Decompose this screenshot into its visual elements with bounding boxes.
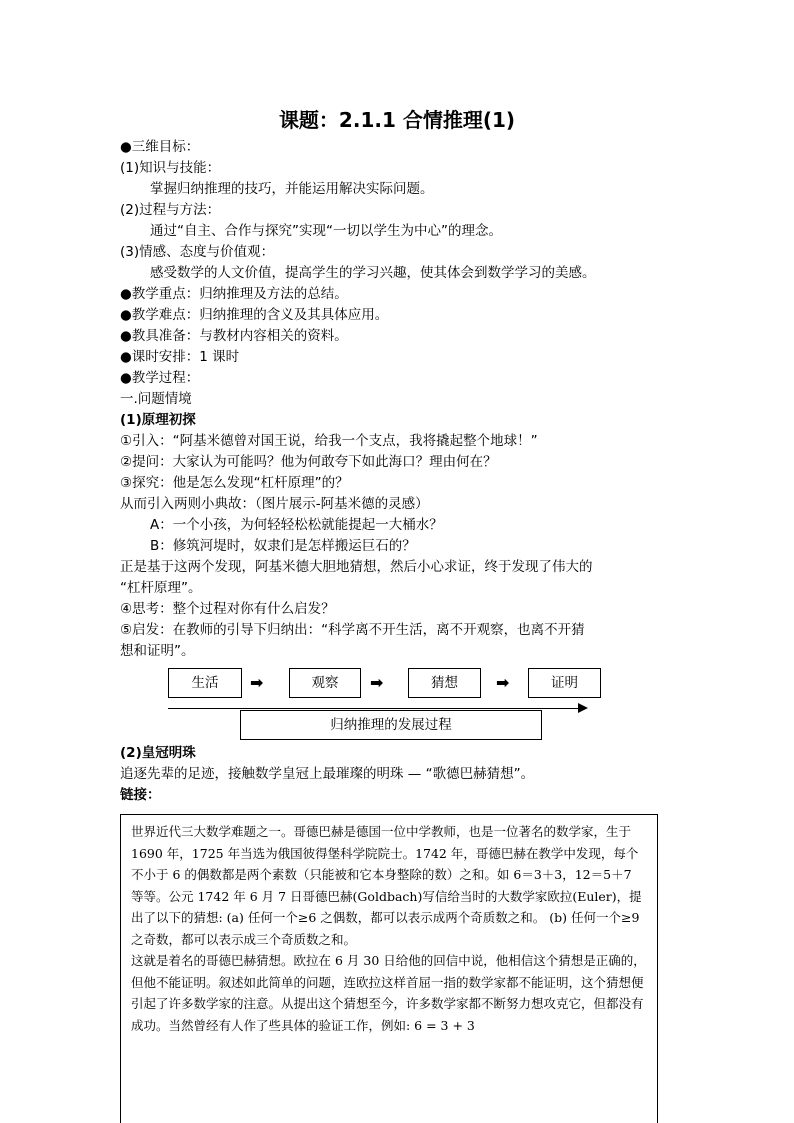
flow-arrow-icon: ➡ (496, 673, 510, 692)
anecdote-intro: 从而引入两则小典故：（图片展示-阿基米德的灵感） (120, 496, 429, 512)
discovery-text-1: 正是基于这两个发现，阿基米德大胆地猜想，然后小心求证，终于发现了伟大的 (120, 559, 593, 575)
step-think: ④思考：整个过程对你有什么启发？ (120, 601, 335, 617)
flow-timeline (168, 708, 580, 709)
step-explore: ③探究：他是怎么发现“杠杆原理”的？ (120, 475, 349, 491)
page-title: 课题：2.1.1 合情推理(1) (278, 108, 516, 132)
flow-step-life: 生活 (168, 668, 242, 698)
goldbach-paragraph-2: 这就是着名的哥德巴赫猜想。欧拉在 6 月 30 日给他的回信中说，他相信这个猜想是正确的，但他不能证明。叙述如此简单的问题，连欧拉这样首屈一指的数学家都不能证明，这个猜想便引起了许多数学家的注意。从提出这个猜想至今，许多数学家都不断努力想攻克它，但都没有成功。当然曾经有人作了些具体的验证工作，例如: 6 = 3 + 3 (131, 953, 646, 1033)
goldbach-intro: 追逐先辈的足迹，接触数学皇冠上最璀璨的明珠 — “歌德巴赫猜想”。 (120, 766, 535, 782)
teaching-focus: ●教学重点：归纳推理及方法的总结。 (120, 286, 348, 302)
step-introduce: ①引入：“阿基米德曾对国王说，给我一个支点，我将撬起整个地球！” (120, 433, 538, 449)
teaching-difficulty: ●教学难点：归纳推理的含义及其具体应用。 (120, 307, 389, 323)
flow-step-observe: 观察 (289, 668, 361, 698)
problem-situation-heading: 一.问题情境 (120, 391, 192, 407)
crown-jewel-heading: (2)皇冠明珠 (120, 745, 196, 761)
knowledge-skills-text: 掌握归纳推理的技巧，并能运用解决实际问题。 (150, 181, 434, 197)
flow-caption: 归纳推理的发展过程 (240, 710, 542, 740)
principle-heading: (1)原理初探 (120, 412, 196, 428)
goldbach-paragraph-1: 世界近代三大数学难题之一。哥德巴赫是德国一位中学教师，也是一位著名的数学家，生于 1690 年，1725 年当选为俄国彼得堡科学院院士。1742 年，哥德巴赫在教学中发现，每个不小于 6 的偶数都是两个素数（只能被和它本身整除的数）之和。如 6＝3＋3，12＝5＋7 等等。公元 1742 年 6 月 7 日哥德巴赫(Goldbach)写信给当时的大数学家欧拉(Euler)，提出了以下的猜想: (a) 任何一个≥6 之偶数，都可以表示成两个奇质数之和。 (b) 任何一个≥9 之奇数，都可以表示成三个奇质数之和。 (131, 824, 642, 947)
teaching-process-heading: ●教学过程： (120, 370, 200, 386)
step-inspire-1: ⑤启发：在教师的引导下归纳出：“科学离不开生活，离不开观察，也离不开猜 (120, 622, 585, 638)
process-method-text: 通过“自主、合作与探究”实现“一切以学生为中心”的理念。 (150, 223, 502, 239)
anecdote-b: B：修筑河堤时，奴隶们是怎样搬运巨石的？ (150, 538, 416, 554)
objectives-heading: ●三维目标： (120, 139, 200, 155)
flow-arrow-icon: ➡ (250, 673, 264, 692)
flow-step-conjecture: 猜想 (408, 668, 481, 698)
emotion-values-heading: (3)情感、态度与价值观： (120, 244, 275, 260)
step-question: ②提问：大家认为可能吗？他为何敢夸下如此海口？理由何在？ (120, 454, 497, 470)
discovery-text-2: “杠杆原理”。 (120, 580, 202, 596)
emotion-values-text: 感受数学的人文价值，提高学生的学习兴趣，使其体会到数学学习的美感。 (150, 265, 596, 281)
flow-step-prove: 证明 (528, 668, 601, 698)
knowledge-skills-heading: (1)知识与技能： (120, 160, 221, 176)
teaching-aids: ●教具准备：与教材内容相关的资料。 (120, 328, 348, 344)
class-hours: ●课时安排：1 课时 (120, 349, 240, 365)
flow-arrow-icon: ➡ (370, 673, 384, 692)
goldbach-info-box (120, 814, 658, 1123)
timeline-arrowhead-icon (578, 703, 588, 713)
process-method-heading: (2)过程与方法： (120, 202, 221, 218)
link-label: 链接： (120, 787, 161, 803)
anecdote-a: A：一个小孩，为何轻轻松松就能提起一大桶水？ (150, 517, 443, 533)
step-inspire-2: 想和证明”。 (120, 643, 195, 659)
